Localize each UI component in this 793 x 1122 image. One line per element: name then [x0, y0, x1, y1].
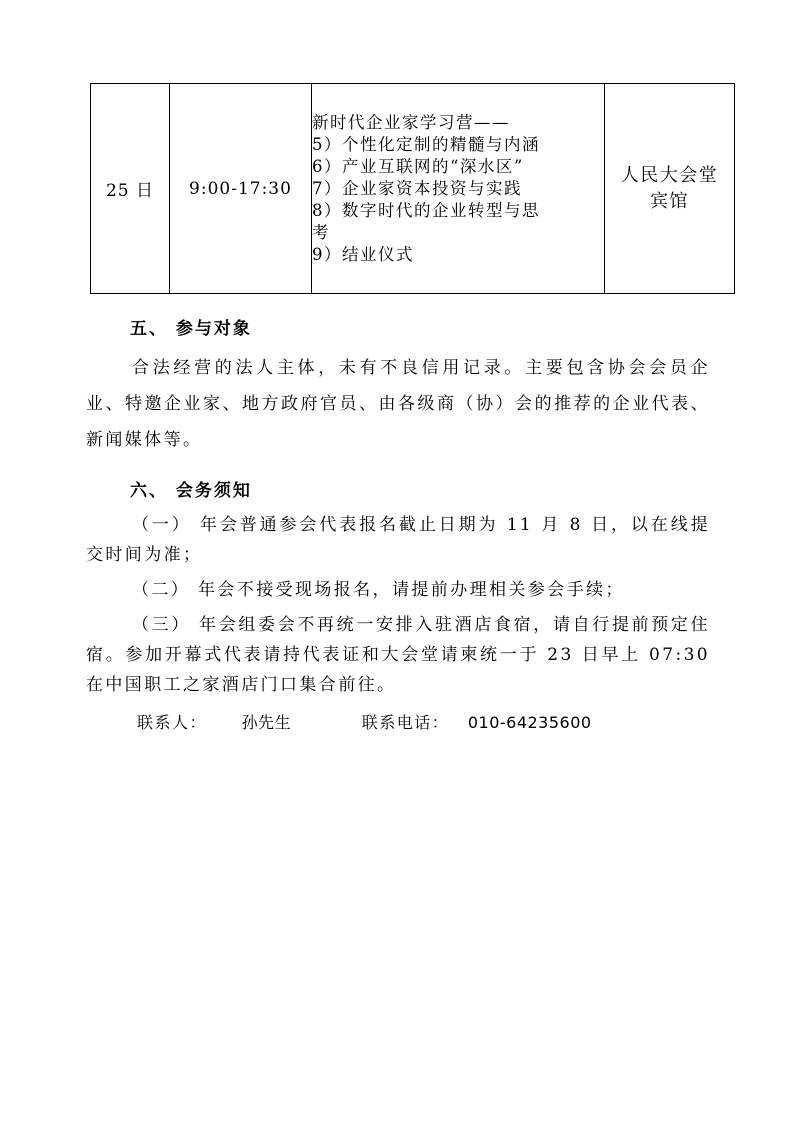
schedule-venue — [605, 84, 735, 294]
notice-item-2: （二） 年会不接受现场报名，请提前办理相关参会手续； — [132, 580, 625, 600]
contact-person: 孙先生 — [241, 713, 292, 732]
contact-phone-label: 联系电话： — [361, 713, 450, 732]
topic-line: 新时代企业家学习营—— — [312, 112, 510, 132]
topic-line: 7）企业家资本投资与实践 — [312, 178, 522, 198]
topic-line: 5）个性化定制的精髓与内涵 — [312, 134, 540, 154]
section-heading-participants: 五、 参与对象 — [130, 319, 252, 339]
venue-line: 人民大会堂 — [620, 164, 719, 186]
notice-item-3: （三） 年会组委会不再统一安排入驻酒店食宿，请自行提前预定住宿。参加开幕式代表请持代表证和大会堂请柬统一于 23 日早上 07:30 在中国职工之家酒店门口集合前往。 — [86, 615, 710, 695]
schedule-table — [90, 83, 735, 294]
contact-phone: 010-64235600 — [467, 713, 592, 732]
schedule-day: 25 日 — [91, 84, 170, 294]
participants-paragraph: 合法经营的法人主体，未有不良信用记录。主要包含协会会员企业、特邀企业家、地方政府官员、由各级商（协）会的推荐的企业代表、新闻媒体等。 — [86, 358, 710, 450]
topic-line: 9）结业仪式 — [312, 244, 414, 264]
table-row — [91, 84, 735, 294]
topic-line: 6）产业互联网的“深水区” — [312, 156, 524, 176]
contact-person-label: 联系人： — [137, 713, 208, 732]
contact-line — [137, 710, 592, 733]
notice-item-1: （一） 年会普通参会代表报名截止日期为 11 月 8 日，以在线提交时间为准； — [86, 515, 710, 565]
schedule-time: 9:00-17:30 — [170, 84, 312, 294]
section-heading-notice: 六、 会务须知 — [130, 481, 252, 501]
topic-line: 8）数字时代的企业转型与思 — [312, 200, 540, 220]
topic-line: 考 — [312, 222, 330, 242]
schedule-topics — [312, 84, 605, 294]
venue-line: 宾馆 — [650, 190, 689, 212]
